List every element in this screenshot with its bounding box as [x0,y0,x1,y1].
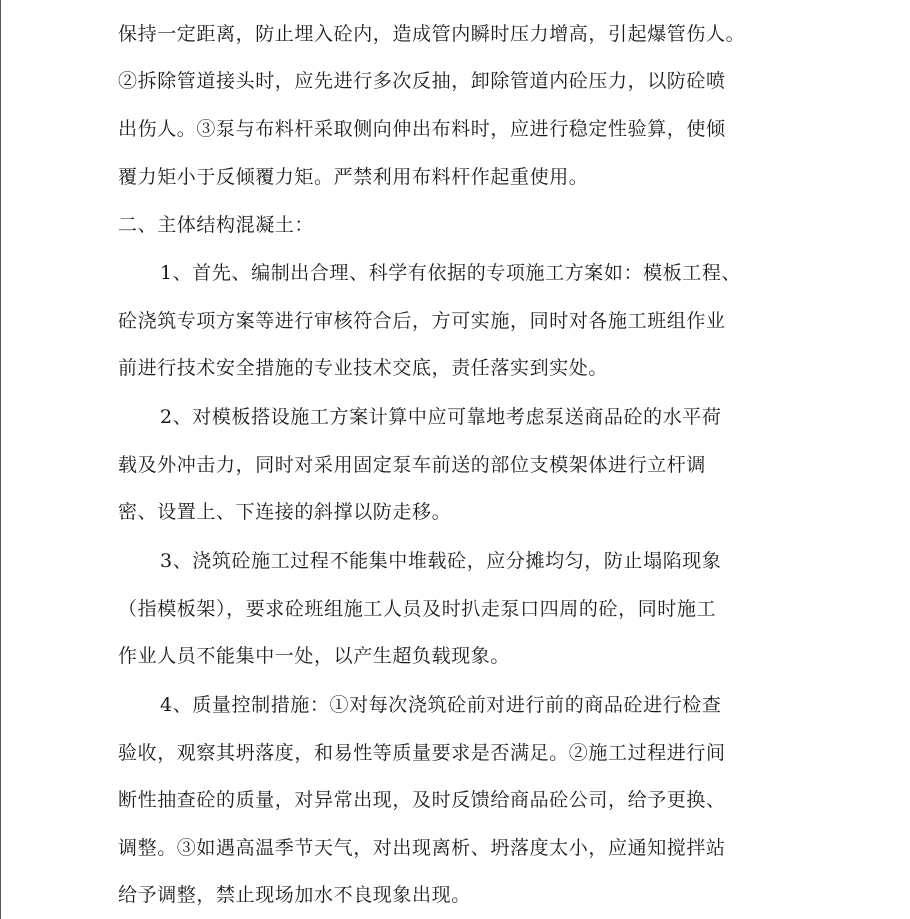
paragraph-4-line-4: 调整。③如遇高温季节天气，对出现离析、坍落度太小，应通知搅拌站 [118,837,726,859]
text-line-3: 出伤人。③泵与布料杆采取侧向伸出布料时，应进行稳定性验算，使倾 [118,118,726,140]
section-heading: 二、主体结构混凝土： [118,214,315,236]
paragraph-4-line-5: 给予调整，禁止现场加水不良现象出现。 [118,884,471,906]
paragraph-1-line-2: 砼浇筑专项方案等进行审核符合后，方可实施，同时对各施工班组作业 [118,310,726,332]
text-line-4: 覆力矩小于反倾覆力矩。严禁利用布料杆作起重使用。 [118,166,589,188]
text-line-1: 保持一定距离，防止埋入砼内，造成管内瞬时压力增高，引起爆管伤人。 [118,23,746,45]
page-edge [0,0,1,919]
paragraph-3-line-1: 3、浇筑砼施工过程不能集中堆载砼，应分摊均匀，防止塌陷现象 [160,550,722,572]
paragraph-3-line-2: （指模板架），要求砼班组施工人员及时扒走泵口四周的砼，同时施工 [118,598,717,620]
paragraph-2-line-2: 载及外冲击力，同时对采用固定泵车前送的部位支模架体进行立杆调 [118,454,707,476]
paragraph-4-line-3: 断性抽查砼的质量，对异常出现，及时反馈给商品砼公司，给予更换、 [118,789,726,811]
paragraph-1-line-3: 前进行技术安全措施的专业技术交底，责任落实到实处。 [118,357,609,379]
paragraph-4-line-2: 验收，观察其坍落度，和易性等质量要求是否满足。②施工过程进行间 [118,742,726,764]
paragraph-4-line-1: 4、质量控制措施：①对每次浇筑砼前对进行前的商品砼进行检查 [160,694,722,716]
paragraph-1-line-1: 1、首先、编制出合理、科学有依据的专项施工方案如：模板工程、 [160,262,742,284]
paragraph-2-line-3: 密、设置上、下连接的斜撑以防走移。 [118,501,452,523]
paragraph-3-line-3: 作业人员不能集中一处，以产生超负载现象。 [118,645,511,667]
paragraph-2-line-1: 2、对模板搭设施工方案计算中应可靠地考虑泵送商品砼的水平荷 [160,406,722,428]
text-line-2: ②拆除管道接头时，应先进行多次反抽，卸除管道内砼压力，以防砼喷 [118,70,726,92]
